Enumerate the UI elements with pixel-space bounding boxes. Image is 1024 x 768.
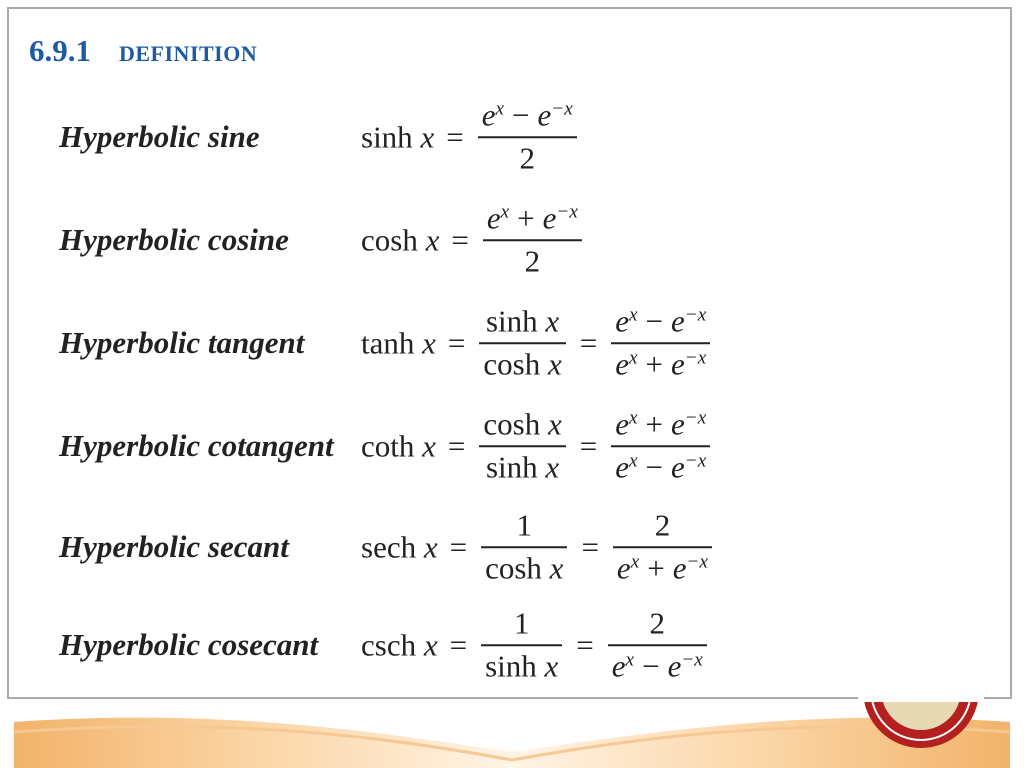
x-symbol: x — [630, 551, 640, 573]
fraction-bar — [481, 644, 562, 646]
e-symbol: e — [481, 97, 496, 133]
function-name: cosh — [361, 222, 418, 257]
exponent-x — [629, 450, 638, 471]
e-symbol: e — [615, 346, 629, 381]
x-symbol: x — [545, 303, 560, 339]
function-label: Hyperbolic sine — [59, 119, 260, 154]
denominator — [611, 345, 710, 384]
fraction — [478, 96, 577, 178]
operator: + — [645, 346, 663, 381]
exponent-x — [626, 649, 635, 670]
operator: − — [642, 648, 660, 683]
fraction-bar — [479, 445, 565, 447]
formula-tanh — [361, 302, 712, 384]
fraction — [481, 604, 562, 686]
x-symbol: x — [628, 304, 638, 326]
e-symbol: e — [670, 406, 685, 442]
fraction-bar — [483, 239, 582, 241]
formula-lhs — [361, 325, 436, 361]
exponent-neg-x: −x — [556, 201, 578, 223]
equals-sign: = — [449, 627, 468, 662]
fraction — [479, 405, 565, 487]
equals-sign: = — [451, 222, 469, 257]
operator: + — [647, 550, 665, 585]
formula-csch — [361, 604, 709, 686]
exponent-neg-x: −x — [681, 649, 703, 671]
x-symbol: x — [549, 550, 564, 585]
x-symbol: x — [545, 449, 560, 484]
section-heading — [29, 33, 257, 69]
e-symbol: e — [615, 449, 629, 484]
numerator — [611, 302, 710, 341]
equals-sign: = — [447, 325, 466, 360]
function-name: tanh — [361, 325, 415, 360]
denominator — [515, 139, 539, 178]
denominator-value: 2 — [519, 140, 535, 175]
section-number: 6.9.1 — [29, 33, 91, 68]
x-symbol: x — [544, 648, 559, 683]
formula-sinh — [361, 96, 579, 178]
equals-sign: = — [447, 428, 466, 463]
function-name: cosh — [485, 550, 542, 585]
x-symbol: x — [628, 450, 638, 472]
fraction — [611, 302, 710, 384]
exponent-x — [629, 347, 638, 368]
x-symbol: x — [495, 98, 504, 120]
slide-frame — [7, 7, 1012, 699]
exponent-neg-x: −x — [684, 407, 707, 429]
x-symbol: x — [628, 407, 638, 429]
fraction — [608, 604, 707, 686]
exponent-neg-x: −x — [551, 98, 573, 120]
denominator — [482, 448, 563, 487]
function-label: Hyperbolic cosine — [59, 222, 289, 257]
function-label: Hyperbolic tangent — [59, 325, 305, 360]
numerator — [513, 506, 537, 545]
formula-cosh — [361, 199, 584, 281]
e-symbol: e — [486, 200, 501, 236]
e-symbol: e — [611, 648, 626, 683]
x-symbol: x — [423, 627, 438, 662]
formula-lhs — [361, 222, 439, 258]
numerator — [651, 506, 675, 545]
function-name: sinh — [485, 303, 538, 339]
exponent-x — [629, 408, 638, 429]
equals-sign: = — [576, 627, 594, 662]
denominator — [479, 345, 565, 384]
x-symbol: x — [628, 347, 638, 369]
numerator-value: 1 — [516, 507, 533, 543]
function-name: sech — [361, 529, 417, 564]
formula-lhs — [361, 428, 436, 464]
numerator — [478, 96, 577, 135]
numerator — [510, 604, 534, 643]
university-seal-icon — [858, 660, 984, 750]
exponent-neg-x: −x — [684, 450, 707, 472]
function-label: Hyperbolic cosecant — [59, 627, 319, 662]
operator: − — [645, 449, 663, 484]
function-name: sinh — [361, 119, 413, 154]
formula-coth — [361, 405, 712, 487]
equals-sign: = — [449, 529, 468, 564]
formula-lhs — [361, 529, 438, 565]
numerator — [479, 405, 565, 444]
x-symbol: x — [500, 201, 510, 223]
section-title: DEFINITION — [119, 41, 258, 66]
operator: − — [645, 303, 663, 339]
exponent-neg-x: −x — [686, 551, 708, 573]
exponent-x — [495, 99, 504, 120]
function-label: Hyperbolic secant — [59, 529, 289, 564]
x-symbol: x — [420, 119, 435, 154]
x-symbol: x — [547, 406, 562, 442]
function-name: sinh — [485, 648, 537, 683]
exponent-neg-x: −x — [684, 347, 707, 369]
operator: − — [511, 97, 530, 133]
numerator — [646, 604, 670, 643]
exponent-x — [501, 202, 510, 223]
equals-sign: = — [446, 119, 464, 154]
formula-lhs — [361, 119, 434, 155]
x-symbol: x — [425, 222, 440, 257]
fraction — [611, 405, 710, 487]
fraction — [479, 302, 565, 384]
fraction-bar — [481, 546, 567, 548]
x-symbol: x — [423, 529, 438, 564]
denominator-value: 2 — [524, 243, 541, 278]
equals-sign: = — [579, 325, 598, 360]
e-symbol: e — [615, 406, 629, 442]
x-symbol: x — [422, 428, 436, 463]
equals-sign: = — [581, 529, 599, 564]
x-symbol: x — [547, 346, 562, 381]
operator: + — [517, 200, 535, 236]
fraction — [613, 506, 712, 588]
denominator — [481, 549, 567, 588]
denominator — [613, 549, 712, 588]
numerator — [611, 405, 710, 444]
function-name: sinh — [485, 449, 538, 484]
fraction-bar — [608, 644, 707, 646]
e-symbol: e — [542, 200, 557, 236]
numerator-value: 2 — [649, 605, 666, 641]
fraction-bar — [478, 136, 577, 138]
e-symbol: e — [672, 550, 687, 585]
e-symbol: e — [616, 550, 631, 585]
fraction-bar — [611, 342, 710, 344]
exponent-x — [629, 305, 638, 326]
function-name: coth — [361, 428, 415, 463]
denominator — [608, 647, 707, 686]
e-symbol: e — [670, 346, 685, 381]
numerator-value: 1 — [513, 605, 530, 641]
numerator-value: 2 — [654, 507, 671, 543]
operator: + — [645, 406, 663, 442]
denominator — [611, 448, 710, 487]
formula-sech — [361, 506, 714, 588]
denominator — [521, 242, 545, 281]
fraction-bar — [479, 342, 565, 344]
e-symbol: e — [670, 449, 685, 484]
e-symbol: e — [615, 303, 629, 339]
numerator — [483, 199, 582, 238]
function-name: cosh — [483, 346, 541, 381]
numerator — [482, 302, 563, 341]
function-label: Hyperbolic cotangent — [59, 428, 334, 463]
x-symbol: x — [422, 325, 436, 360]
fraction-bar — [611, 445, 710, 447]
e-symbol: e — [667, 648, 682, 683]
fraction — [483, 199, 582, 281]
e-symbol: e — [537, 97, 552, 133]
formula-lhs — [361, 627, 438, 663]
exponent-x — [631, 551, 640, 572]
function-name: csch — [361, 627, 417, 662]
denominator — [481, 647, 562, 686]
exponent-neg-x: −x — [684, 304, 707, 326]
e-symbol: e — [670, 303, 685, 339]
x-symbol: x — [625, 649, 635, 671]
equals-sign: = — [579, 428, 598, 463]
fraction-bar — [613, 546, 712, 548]
function-name: cosh — [483, 406, 541, 442]
fraction — [481, 506, 567, 588]
